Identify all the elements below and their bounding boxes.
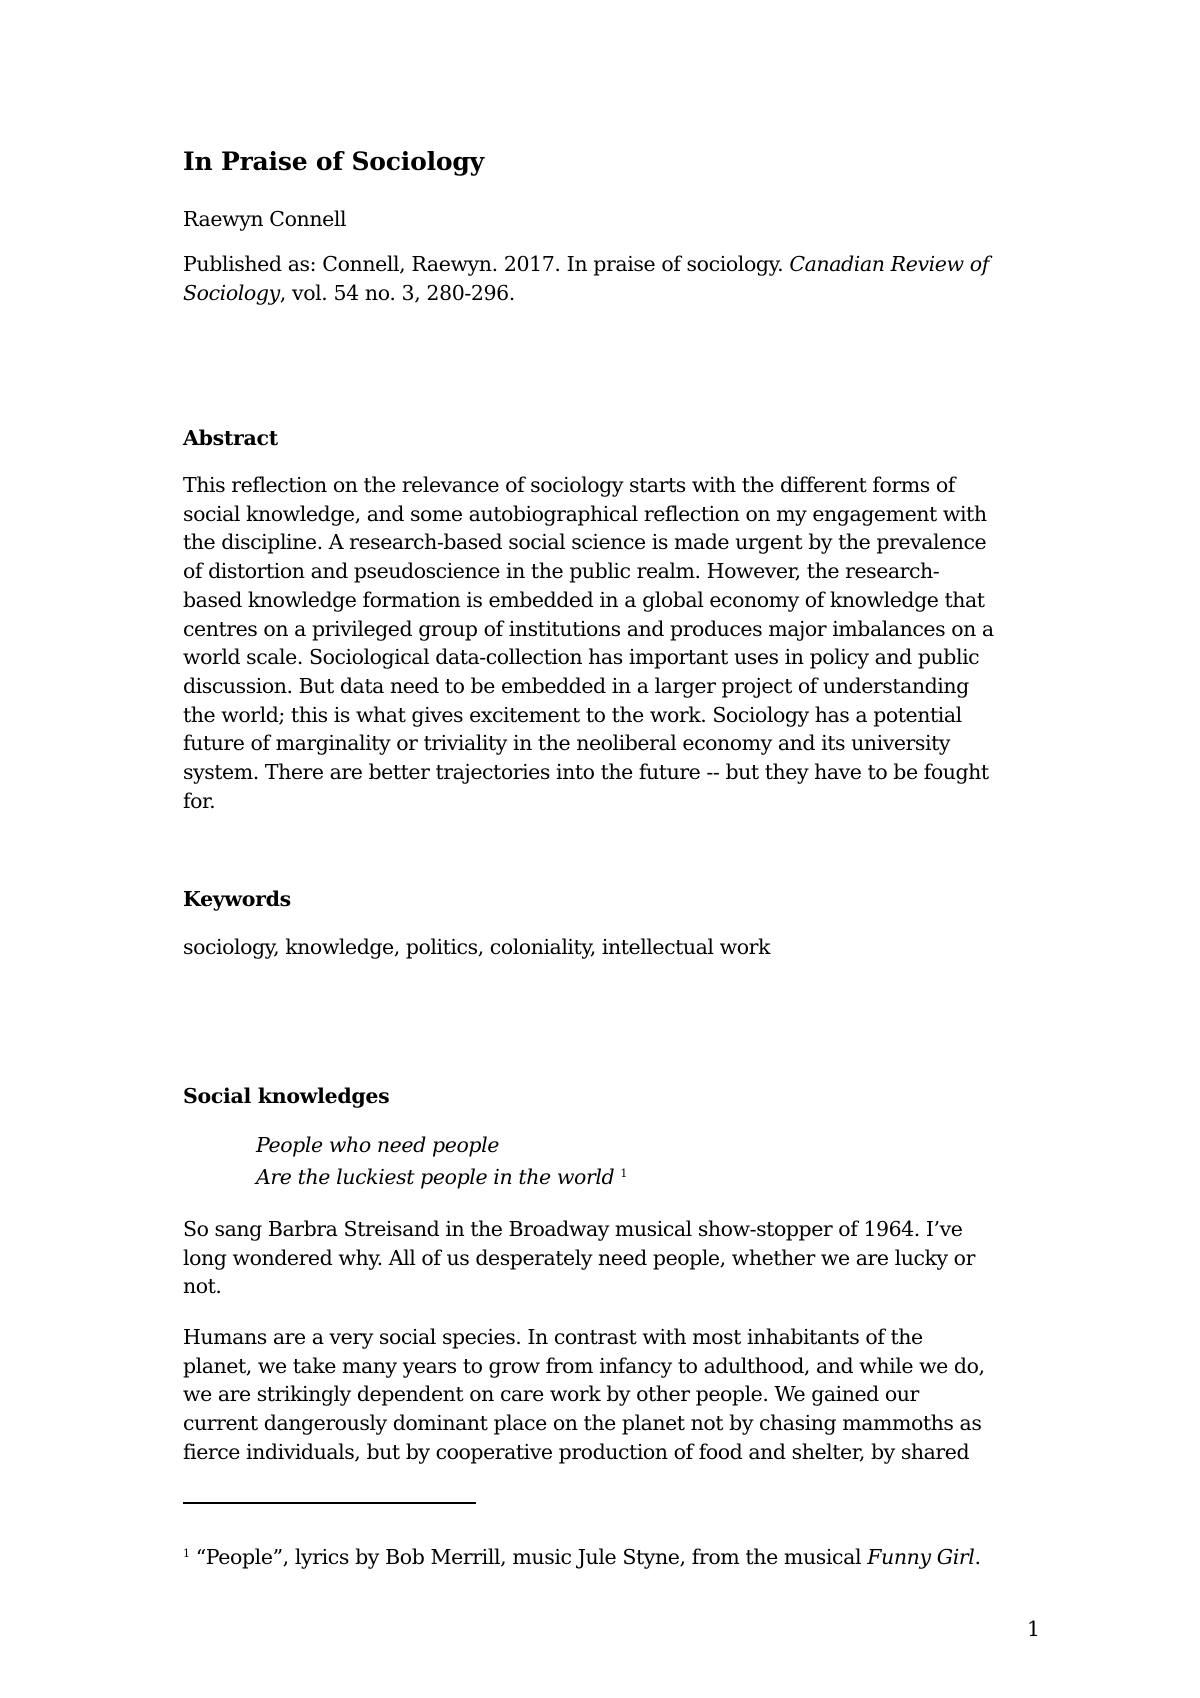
abstract-heading: Abstract [183, 426, 278, 450]
footnote-line [183, 1540, 1035, 1571]
paragraph-line: current dangerously dominant place on the planet not by chasing mammoths as [183, 1411, 982, 1436]
abstract-line: of distortion and pseudoscience in the public realm. However, the research- [183, 559, 940, 584]
abstract-line: system. There are better trajectories into the future -- but they have to be fought [183, 760, 989, 785]
abstract-line: world scale. Sociological data-collection has important uses in policy and public [183, 645, 980, 670]
abstract-line: centres on a privileged group of institutions and produces major imbalances on a [183, 616, 994, 641]
abstract-line: based knowledge formation is embedded in a global economy of knowledge that [183, 587, 985, 612]
journal-name-part-1: Canadian Review of [789, 252, 989, 276]
paragraph-line: we are strikingly dependent on care work by other people. We gained our [183, 1382, 919, 1407]
document-title: In Praise of Sociology [183, 147, 484, 176]
section-heading: Social knowledges [183, 1084, 390, 1108]
paragraph-line: long wondered why. All of us desperately need people, whether we are lucky or [183, 1245, 975, 1270]
abstract-line: the world; this is what gives excitement to the work. Sociology has a potential [183, 702, 962, 727]
abstract-line: for. [183, 788, 216, 813]
citation-line-1 [183, 250, 1035, 279]
page-number: 1 [1026, 1617, 1040, 1641]
epigraph-line [256, 1160, 1108, 1192]
epigraph-line: People who need people [256, 1133, 499, 1157]
keywords-heading: Keywords [183, 887, 291, 911]
paragraph-line: fierce individuals, but by cooperative production of food and shelter, by shared [183, 1439, 970, 1464]
paragraph-line: Humans are a very social species. In contrast with most inhabitants of the [183, 1325, 923, 1349]
footnote-end: . [974, 1545, 981, 1569]
paragraph-line: So sang Barbra Streisand in the Broadway musical show-stopper of 1964. I’ve [183, 1217, 963, 1241]
keywords-text: sociology, knowledge, politics, coloniality, intellectual work [183, 935, 770, 959]
paragraph-line: not. [183, 1274, 222, 1298]
footnote-number: 1 [183, 1547, 190, 1560]
abstract-line: future of marginality or triviality in the neoliberal economy and its university [183, 731, 951, 756]
footnote-title: Funny Girl [867, 1545, 975, 1569]
author-name: Raewyn Connell [183, 207, 347, 231]
citation-prefix: Published as: Connell, Raewyn. 2017. In praise of sociology. [183, 252, 790, 276]
footnote-separator [183, 1502, 476, 1504]
footnote-reference[interactable]: 1 [620, 1166, 627, 1180]
footnote-text: “People”, lyrics by Bob Merrill, music Jule Styne, from the musical [189, 1545, 868, 1569]
abstract-line: discussion. But data need to be embedded in a larger project of understanding [183, 673, 969, 698]
abstract-line: This reflection on the relevance of sociology starts with the different forms of [183, 473, 955, 497]
body-paragraph [183, 1323, 1035, 1467]
abstract-line: the discipline. A research-based social science is made urgent by the prevalence [183, 530, 987, 555]
abstract-line: social knowledge, and some autobiographical reflection on my engagement with [183, 501, 987, 526]
citation-suffix: , vol. 54 no. 3, 280-296. [279, 281, 515, 305]
epigraph [256, 1131, 1108, 1191]
footnote [183, 1540, 1035, 1571]
paragraph-line: planet, we take many years to grow from infancy to adulthood, and while we do, [183, 1353, 985, 1378]
body-paragraph [183, 1215, 1035, 1301]
journal-name-part-2: Sociology [183, 281, 280, 305]
abstract-text [183, 471, 1035, 815]
epigraph-line-text: Are the luckiest people in the world [256, 1164, 621, 1189]
citation-line-2 [183, 279, 1035, 308]
publication-citation [183, 250, 1035, 308]
